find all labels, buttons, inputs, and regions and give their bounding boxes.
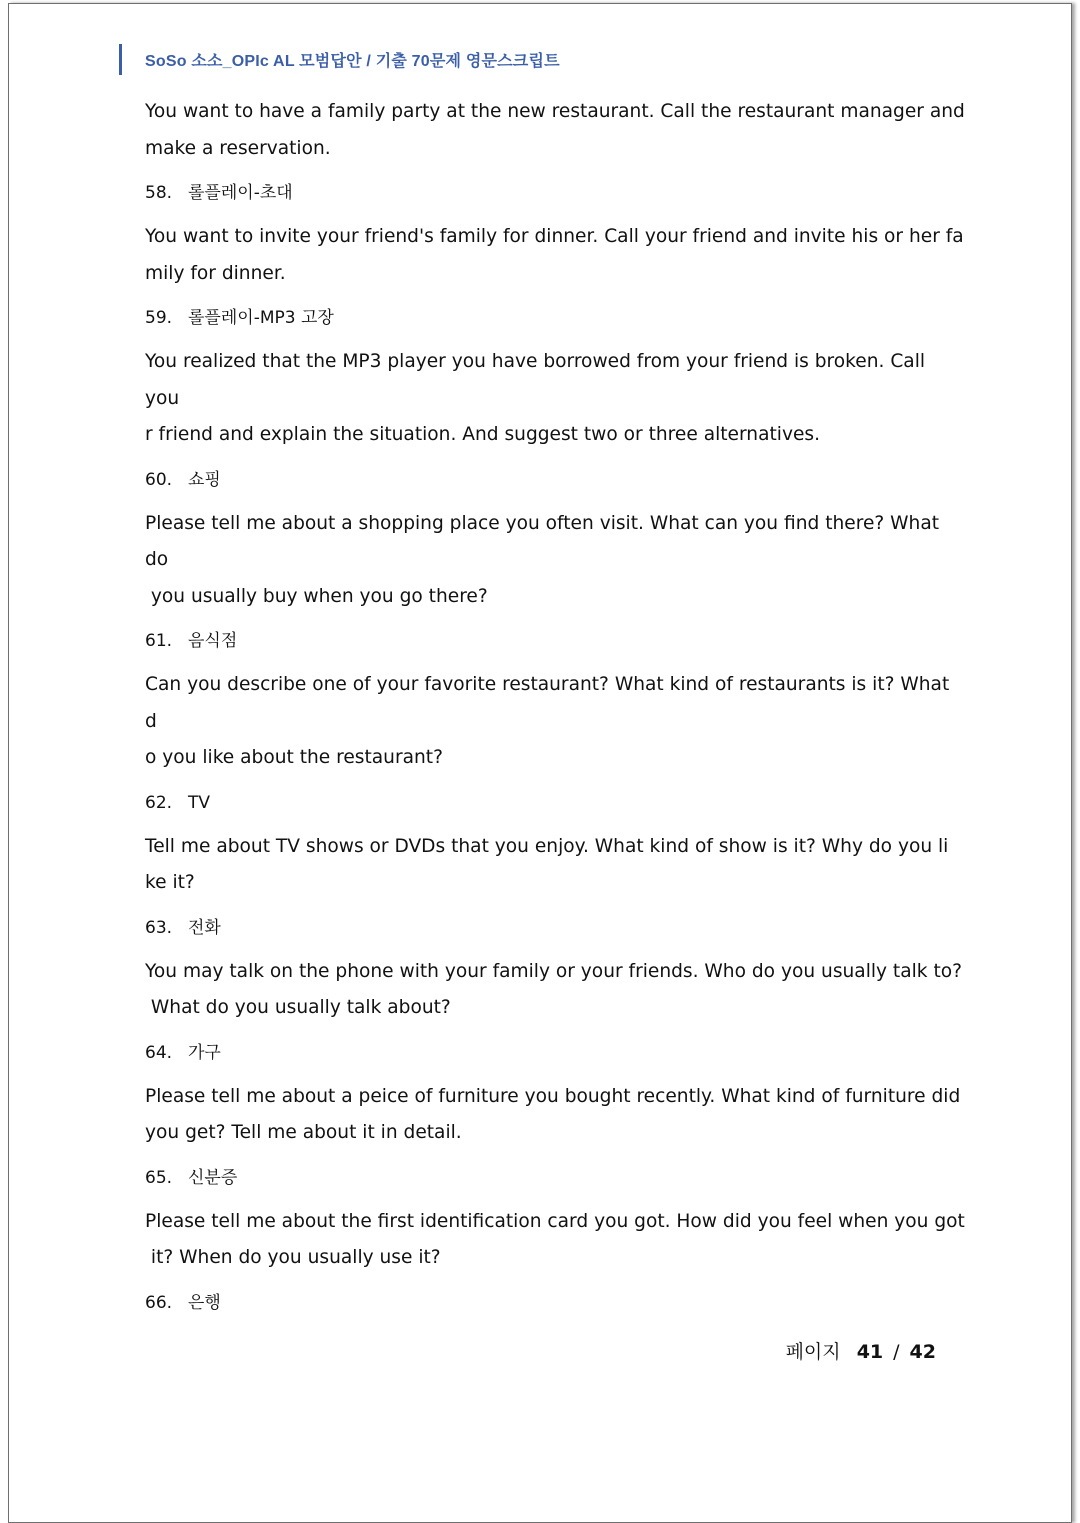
question-line: You may talk on the phone with your family or your friends. Who do you usually talk to? xyxy=(145,960,962,982)
question-line: you usually buy when you go there? xyxy=(145,585,488,607)
page-header xyxy=(119,44,560,75)
question-line: mily for dinner. xyxy=(145,262,286,284)
intro-line: You want to have a family party at the new restaurant. Call the restaurant manager and xyxy=(145,101,965,122)
question-line: What do you usually talk about? xyxy=(145,997,451,1018)
question-title: 은행 xyxy=(188,1292,221,1313)
question-number: 66. xyxy=(145,1292,173,1313)
question-number: 61. xyxy=(145,631,173,651)
question-number: 58. xyxy=(145,183,173,203)
page-content xyxy=(145,94,965,1329)
question-heading-66 xyxy=(145,1291,965,1315)
question-line: Can you describe one of your favorite restaurant? What kind of restaurants is it? What d xyxy=(145,674,956,732)
question-heading-65 xyxy=(145,1166,965,1190)
question-line: ke it? xyxy=(145,872,195,893)
question-title: TV xyxy=(188,792,211,813)
question-line: Please tell me about a shopping place you often visit. What can you find there? What do xyxy=(145,512,945,570)
question-number: 64. xyxy=(145,1042,173,1063)
question-heading-63 xyxy=(145,916,965,940)
intro-line: make a reservation. xyxy=(145,137,331,159)
question-title: 롤플레이-MP3 고장 xyxy=(188,308,334,328)
question-line: Tell me about TV shows or DVDs that you enjoy. What kind of show is it? Why do you li xyxy=(145,835,949,857)
question-title: 전화 xyxy=(188,917,221,938)
question-title: 음식점 xyxy=(188,631,238,651)
question-line: it? When do you usually use it? xyxy=(145,1247,441,1268)
question-line: you get? Tell me about it in detail. xyxy=(145,1122,462,1143)
question-line: You want to invite your friend's family for dinner. Call your friend and invite his or her fa xyxy=(145,226,964,247)
current-page-number: 41 xyxy=(856,1341,884,1363)
question-line: r friend and explain the situation. And suggest two or three alternatives. xyxy=(145,424,820,445)
question-heading-61 xyxy=(145,629,965,653)
question-heading-62 xyxy=(145,791,965,815)
total-pages-number: 42 xyxy=(909,1341,936,1363)
question-heading-59 xyxy=(145,306,965,330)
question-line: Please tell me about the first identification card you got. How did you feel when you got xyxy=(145,1210,965,1232)
question-title: 쇼핑 xyxy=(188,469,221,490)
question-line: Please tell me about a peice of furniture you bought recently. What kind of furniture did xyxy=(145,1085,961,1107)
question-number: 62. xyxy=(145,792,173,813)
question-number: 63. xyxy=(145,917,173,938)
header-title: SoSo 소소_OPIc AL 모범답안 / 기출 70문제 영문스크립트 xyxy=(145,53,560,70)
page-label: 페이지 xyxy=(785,1341,841,1363)
document-page xyxy=(8,3,1072,1523)
question-line: o you like about the restaurant? xyxy=(145,747,443,768)
page-footer xyxy=(786,1337,936,1364)
question-number: 60. xyxy=(145,469,173,490)
question-title: 신분증 xyxy=(188,1167,238,1188)
page-separator: / xyxy=(893,1341,900,1363)
question-title: 롤플레이-초대 xyxy=(188,183,293,203)
question-number: 59. xyxy=(145,308,173,328)
question-line: You realized that the MP3 player you have borrowed from your friend is broken. Call you xyxy=(145,351,931,409)
question-heading-64 xyxy=(145,1041,965,1065)
question-heading-60 xyxy=(145,468,965,492)
question-heading-58 xyxy=(145,181,965,205)
question-number: 65. xyxy=(145,1167,173,1188)
question-title: 가구 xyxy=(188,1042,221,1063)
